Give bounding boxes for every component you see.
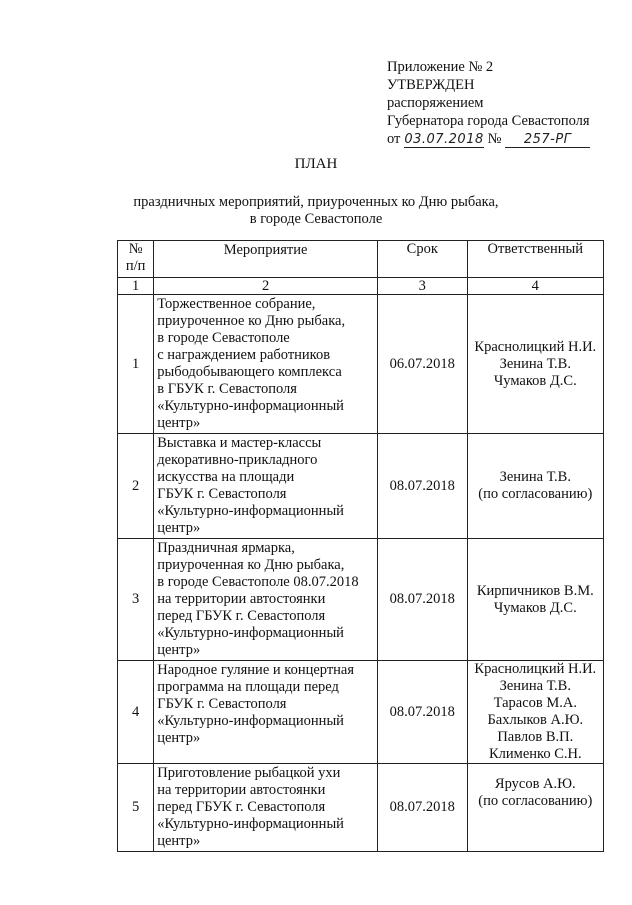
responsible-name: Зенина Т.В. — [499, 355, 571, 372]
event-text-line: Выставка и мастер-классы — [157, 435, 322, 451]
date-cell: 06.07.2018 — [377, 295, 467, 434]
responsible-name: Зенина Т.В. — [499, 678, 571, 694]
subtitle-line-1: праздничных мероприятий, приуроченных ко Дню рыбака, — [133, 194, 499, 210]
row-number: 4 — [118, 661, 154, 764]
responsible-name: Клименко С.Н. — [488, 746, 582, 762]
handwritten-date: 03.07.2018 — [404, 132, 484, 147]
table-header-row — [118, 241, 604, 278]
event-text-line: приуроченная ко Дню рыбака, — [157, 557, 345, 573]
responsible-name: Краснолицкий Н.И. — [474, 338, 597, 355]
approved-label: УТВЕРЖДЕН — [387, 77, 475, 93]
date-cell: 08.07.2018 — [377, 764, 467, 852]
event-text-line: Народное гуляние и концертная — [157, 662, 355, 678]
event-text-line: программа на площади перед — [157, 679, 339, 695]
responsible-name: (по согласованию) — [478, 486, 593, 502]
responsible-name: Зенина Т.В. — [499, 469, 571, 485]
responsible-cell — [467, 434, 603, 539]
event-text-line: перед ГБУК г. Севастополя — [157, 608, 326, 624]
date-cell: 08.07.2018 — [377, 661, 467, 764]
responsible-cell — [467, 295, 603, 434]
event-text-line: Приготовление рыбацкой ухи — [157, 765, 341, 781]
column-number-row — [118, 278, 604, 295]
row-number: 5 — [118, 764, 154, 852]
event-text-line: центр» — [157, 415, 201, 431]
date-prefix: от — [387, 131, 401, 147]
responsible-name: Павлов В.П. — [497, 729, 574, 745]
responsible-name: Бахлыков А.Ю. — [487, 712, 584, 728]
header-number: № п/п — [118, 241, 154, 278]
event-text-line: «Культурно-информационный — [157, 503, 344, 519]
event-text-line: ГБУК г. Севастополя — [157, 696, 287, 712]
responsible-name: Краснолицкий Н.И. — [474, 661, 597, 677]
row-number: 1 — [118, 295, 154, 434]
event-text-line: рыбодобывающего комплекса — [157, 364, 342, 380]
row-number: 3 — [118, 539, 154, 661]
event-text-line: в ГБУК г. Севастополя — [157, 381, 297, 397]
event-text-line: «Культурно-информационный — [157, 816, 344, 832]
event-text-line: «Культурно-информационный — [157, 713, 344, 729]
column-number: 2 — [154, 278, 378, 295]
table-row — [118, 661, 604, 764]
table-row — [118, 764, 604, 852]
event-cell — [154, 434, 378, 539]
responsible-cell — [467, 661, 603, 764]
table-row — [118, 295, 604, 434]
document-title: ПЛАН — [294, 156, 338, 172]
appendix-label: Приложение № 2 — [387, 59, 494, 75]
column-number: 1 — [118, 278, 154, 295]
table-row — [118, 539, 604, 661]
responsible-name: Чумаков Д.С. — [493, 599, 577, 616]
event-text-line: приуроченное ко Дню рыбака, — [157, 313, 346, 329]
event-text-line: центр» — [157, 642, 201, 658]
handwritten-number: 257-РГ — [505, 132, 590, 148]
header-event: Мероприятие — [154, 241, 378, 278]
column-number: 3 — [377, 278, 467, 295]
event-text-line: центр» — [157, 833, 201, 849]
event-text-line: на территории автостоянки — [157, 591, 326, 607]
governor-label: Губернатора города Севастополя — [387, 113, 590, 129]
event-text-line: ГБУК г. Севастополя — [157, 486, 287, 502]
event-text-line: Торжественное собрание, — [157, 296, 316, 312]
responsible-cell — [467, 539, 603, 661]
event-text-line: «Культурно-информационный — [157, 625, 344, 641]
document-subtitle — [0, 194, 632, 228]
event-cell — [154, 764, 378, 852]
header-date: Срок — [377, 241, 467, 278]
approval-block — [387, 58, 590, 148]
event-text-line: искусства на площади — [157, 469, 295, 485]
row-number: 2 — [118, 434, 154, 539]
event-text-line: центр» — [157, 520, 201, 536]
responsible-name: Ярусов А.Ю. — [494, 776, 576, 792]
event-text-line: с награждением работников — [157, 347, 331, 363]
date-cell: 08.07.2018 — [377, 539, 467, 661]
event-text-line: Праздничная ярмарка, — [157, 540, 295, 556]
event-text-line: в городе Севастополе — [157, 330, 290, 346]
event-cell — [154, 661, 378, 764]
event-text-line: «Культурно-информационный — [157, 398, 344, 414]
event-cell — [154, 295, 378, 434]
subtitle-line-2: в городе Севастополе — [249, 211, 383, 227]
event-text-line: центр» — [157, 730, 201, 746]
event-text-line: декоративно-прикладного — [157, 452, 318, 468]
responsible-name: Кирпичников В.М. — [476, 582, 594, 599]
responsible-cell — [467, 764, 603, 852]
number-prefix: № — [487, 131, 502, 147]
event-text-line: перед ГБУК г. Севастополя — [157, 799, 326, 815]
events-table — [117, 240, 604, 852]
date-cell: 08.07.2018 — [377, 434, 467, 539]
event-text-line: на территории автостоянки — [157, 782, 326, 798]
table-row — [118, 434, 604, 539]
event-cell — [154, 539, 378, 661]
responsible-name: (по согласованию) — [478, 793, 593, 809]
column-number: 4 — [467, 278, 603, 295]
order-label: распоряжением — [387, 95, 484, 111]
header-responsible: Ответственный — [467, 241, 603, 278]
responsible-name: Чумаков Д.С. — [493, 372, 577, 389]
order-date-number — [387, 130, 590, 148]
event-text-line: в городе Севастополе 08.07.2018 — [157, 574, 359, 590]
responsible-name: Тарасов М.А. — [493, 695, 577, 711]
